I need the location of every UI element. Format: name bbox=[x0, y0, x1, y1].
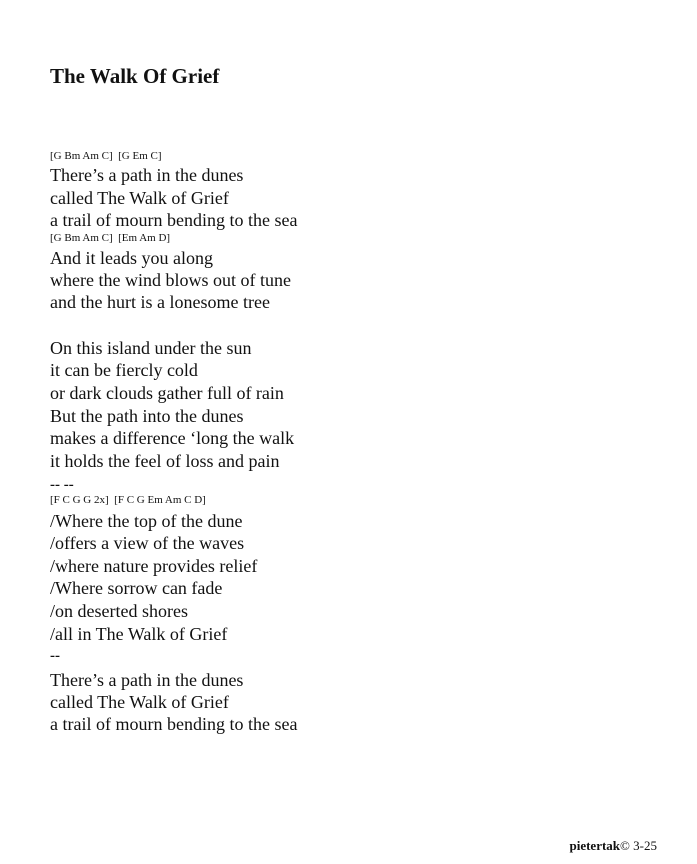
lyric-line: /where nature provides relief bbox=[50, 556, 258, 576]
lyric-line: /offers a view of the waves bbox=[50, 533, 245, 553]
copyright-note: © 3-25 bbox=[620, 838, 657, 853]
author-name: pietertak bbox=[569, 838, 621, 853]
page-footer bbox=[569, 838, 657, 854]
chord-line: [G Bm Am C] [Em Am D] bbox=[50, 232, 171, 244]
song-body bbox=[50, 0, 650, 864]
lyric-line: On this island under the sun bbox=[50, 338, 252, 358]
lyric-line: and the hurt is a lonesome tree bbox=[50, 292, 270, 312]
lyric-line: a trail of mourn bending to the sea bbox=[50, 714, 298, 734]
lyric-line: And it leads you along bbox=[50, 248, 213, 268]
lyric-line: called The Walk of Grief bbox=[50, 188, 229, 208]
lyric-line: where the wind blows out of tune bbox=[50, 270, 291, 290]
lyric-line: called The Walk of Grief bbox=[50, 692, 229, 712]
chord-line: [F C G G 2x] [F C G Em Am C D] bbox=[50, 494, 206, 506]
lyric-line: it can be fiercly cold bbox=[50, 360, 198, 380]
chord-line: [G Bm Am C] [G Em C] bbox=[50, 150, 162, 162]
lyric-line: /Where sorrow can fade bbox=[50, 578, 223, 598]
lyric-line: a trail of mourn bending to the sea bbox=[50, 210, 298, 230]
lyric-line: There’s a path in the dunes bbox=[50, 670, 244, 690]
lyric-line: /Where the top of the dune bbox=[50, 511, 243, 531]
lyric-line: There’s a path in the dunes bbox=[50, 165, 244, 185]
song-title: The Walk Of Grief bbox=[50, 64, 220, 88]
lyric-line: or dark clouds gather full of rain bbox=[50, 383, 284, 403]
lyric-line: makes a difference ‘long the walk bbox=[50, 428, 295, 448]
lyric-line: /all in The Walk of Grief bbox=[50, 624, 228, 644]
section-separator: -- -- bbox=[50, 477, 74, 493]
lyric-line: But the path into the dunes bbox=[50, 406, 244, 426]
lyric-line: /on deserted shores bbox=[50, 601, 188, 621]
section-separator: -- bbox=[50, 648, 60, 664]
lyric-line: it holds the feel of loss and pain bbox=[50, 451, 280, 471]
